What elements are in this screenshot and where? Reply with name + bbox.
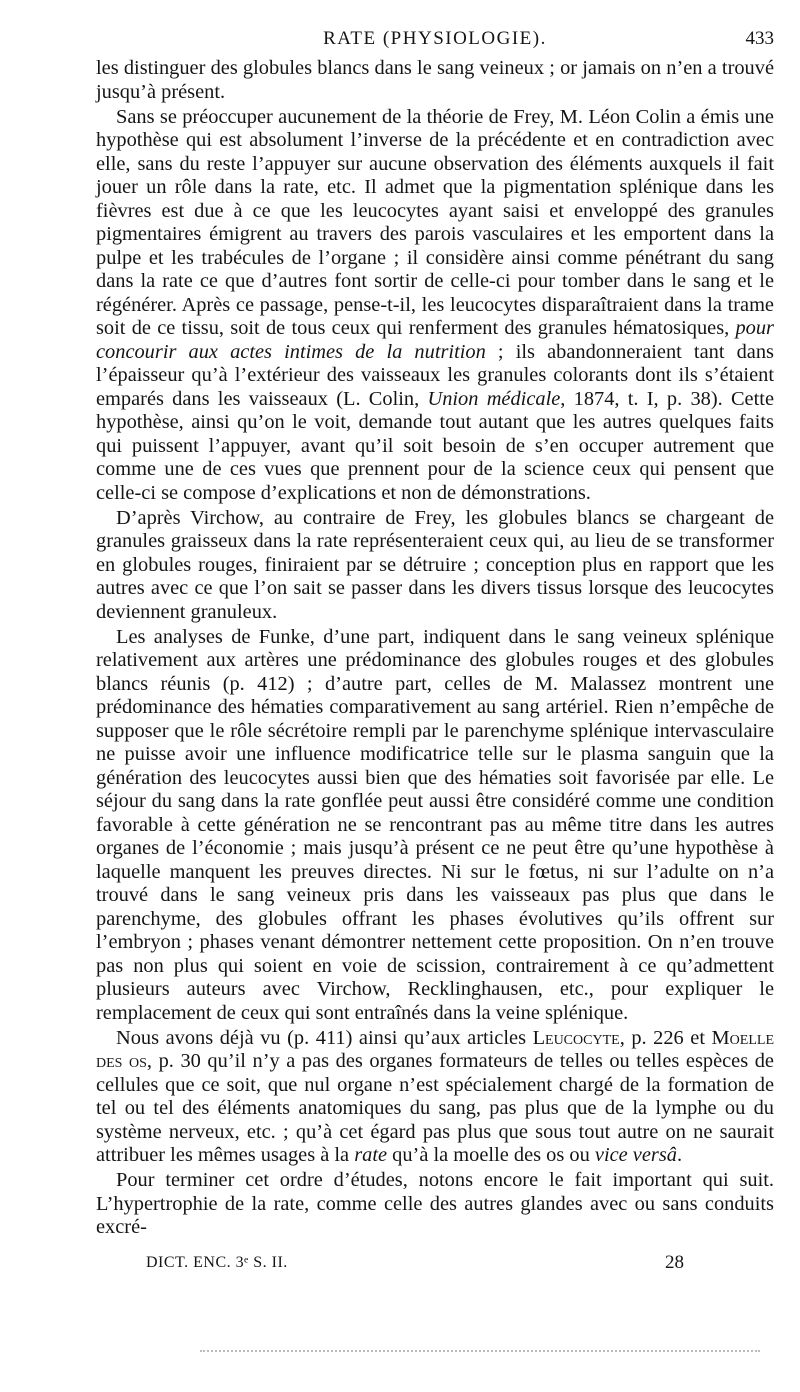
text-run: les distinguer des globules blancs dans le sang veineux ; or jamais on n’en a trouvé jusqu’à présent. (96, 57, 774, 103)
scan-noise (200, 1350, 760, 1356)
text-run: D’après Virchow, au contraire de Frey, les globules blancs se chargeant de granules graisseux dans la rate représenteraient ceux qui, au lieu de se transformer en globules rouges, finiraient par se détruire ; conception plus en rapport que les autres avec ce que l’on sait se passer dans les divers tissus lorsque des leucocytes deviennent granuleux. (96, 506, 774, 623)
text-run: Sans se préoccuper aucunement de la théorie de Frey, M. Léon Colin a émis une hypothèse qui est absolument l’inverse de la précédente et en contradiction avec elle, sans du reste l’appuyer sur aucune observation des éléments auxquels il fait jouer un rôle dans la rate, etc. Il admet que la pigmentation splénique dans les fièvres est due à ce que les leucocytes ayant saisi et enveloppé des granules pigmentaires émigrent au travers des parois vasculaires et les emportent dans la pulpe et les trabécules de l’organe ; il considère ainsi comme pénétrant du sang dans la rate ce que d’autres font sortir de celle-ci pour tomber dans le sang et le régénérer. Après ce passage, pense-t-il, les leucocytes disparaîtraient dans la trame soit de ce tissu, soit de tous ceux qui renferment des granules hématosiques, (96, 105, 774, 339)
italic-run: Union médicale (427, 387, 561, 410)
paragraph (96, 1169, 774, 1240)
text-run: . (676, 1144, 683, 1166)
italic-run: rate (354, 1144, 388, 1166)
page-number: 433 (745, 28, 774, 49)
smallcaps-run: Leucocyte (532, 1026, 620, 1049)
paragraph (96, 106, 774, 506)
text-run: Pour terminer cet ordre d’études, notons encore le fait important qui suit. L’hypertrophie de la rate, comme celle des autres glandes avec ou sans conduits excré- (96, 1169, 774, 1238)
running-title: RATE (PHYSIOLOGIE). (323, 28, 547, 49)
running-header (96, 22, 774, 52)
article-body (96, 57, 774, 1240)
text-run: qu’à la moelle des os ou (387, 1144, 595, 1166)
paragraph (96, 507, 774, 625)
page-footer (146, 1254, 684, 1282)
text-run: , p. 226 et (619, 1026, 712, 1049)
italic-run: vice versâ (594, 1144, 677, 1166)
italic-run: pour concourir aux actes intimes de la nutrition (96, 317, 774, 363)
text-run: , 1874, t. I, p. 38). Cette hypothèse, ainsi qu’on le voit, demande tout autant que les autres quelques faits qui puissent l’appuyer, avant qu’il soit besoin de s’en occuper autrement que comme une de ces vues que prennent pour de la science ceux qui pensent que celle-ci se compose d’explications et non de démonstrations. (96, 387, 774, 504)
paragraph (96, 1027, 774, 1168)
text-run: ; ils abandonneraient tant dans l’épaisseur qu’à l’extérieur des vaisseaux les granules colorants dont ils s’étaient emparés dans les vaisseaux (L. Colin, (96, 340, 774, 410)
paragraph (96, 626, 774, 1026)
smallcaps-run: Moelle des os (96, 1026, 774, 1072)
text-run: Les analyses de Funke, d’une part, indiquent dans le sang veineux splénique relativement aux artères une prédominance des globules rouges et des globules blancs réunis (p. 412) ; d’autre part, celles de M. Malassez montrent une prédominance des hématies comparativement au sang artériel. Rien n’empêche de supposer que le rôle sécrétoire rempli par le parenchyme splénique intervasculaire ne puisse avoir une influence modificatrice telle sur le plasma sanguin que la génération des leucocytes aussi bien que des hématies soit favorisée par elle. Le séjour du sang dans la rate gonflée peut aussi être considéré comme une condition favorable à cette génération ne se rencontrant pas au même titre dans les autres organes de l’économie ; mais jusqu’à présent ce ne peut être qu’une hypothèse à laquelle manquent les preuves directes. Ni sur le fœtus, ni sur l’adulte on n’a trouvé dans le sang veineux pris dans les vaisseaux pas plus que dans le parenchyme, des globules offrant les phases évolutives qu’ils offrent sur l’embryon ; phases venant démontrer nettement cette proposition. On n’en trouve pas non plus qui soient en voie de scission, contrairement à ce qu’admettent plusieurs auteurs avec Virchow, Recklinghausen, etc., pour expliquer le remplacement de ceux qui sont entraînés dans la veine splénique. (96, 625, 774, 1024)
signature-mark: DICT. ENC. 3ᵉ S. II. (146, 1254, 288, 1271)
text-run: , p. 30 qu’il n’y a pas des organes formateurs de telles ou telles espèces de cellules que ce soit, que nul organe n’est spécialement chargé de la formation de tel ou tel des éléments anatomiques du sang, pas plus que de la lymphe ou du système nerveux, etc. ; qu’à cet égard pas plus que sous tout autre on ne saurait attribuer les mêmes usages à la (96, 1050, 774, 1166)
paragraph (96, 57, 774, 104)
sheet-number: 28 (665, 1252, 684, 1273)
text-run: Nous avons déjà vu (p. 411) ainsi qu’aux articles (116, 1026, 533, 1049)
